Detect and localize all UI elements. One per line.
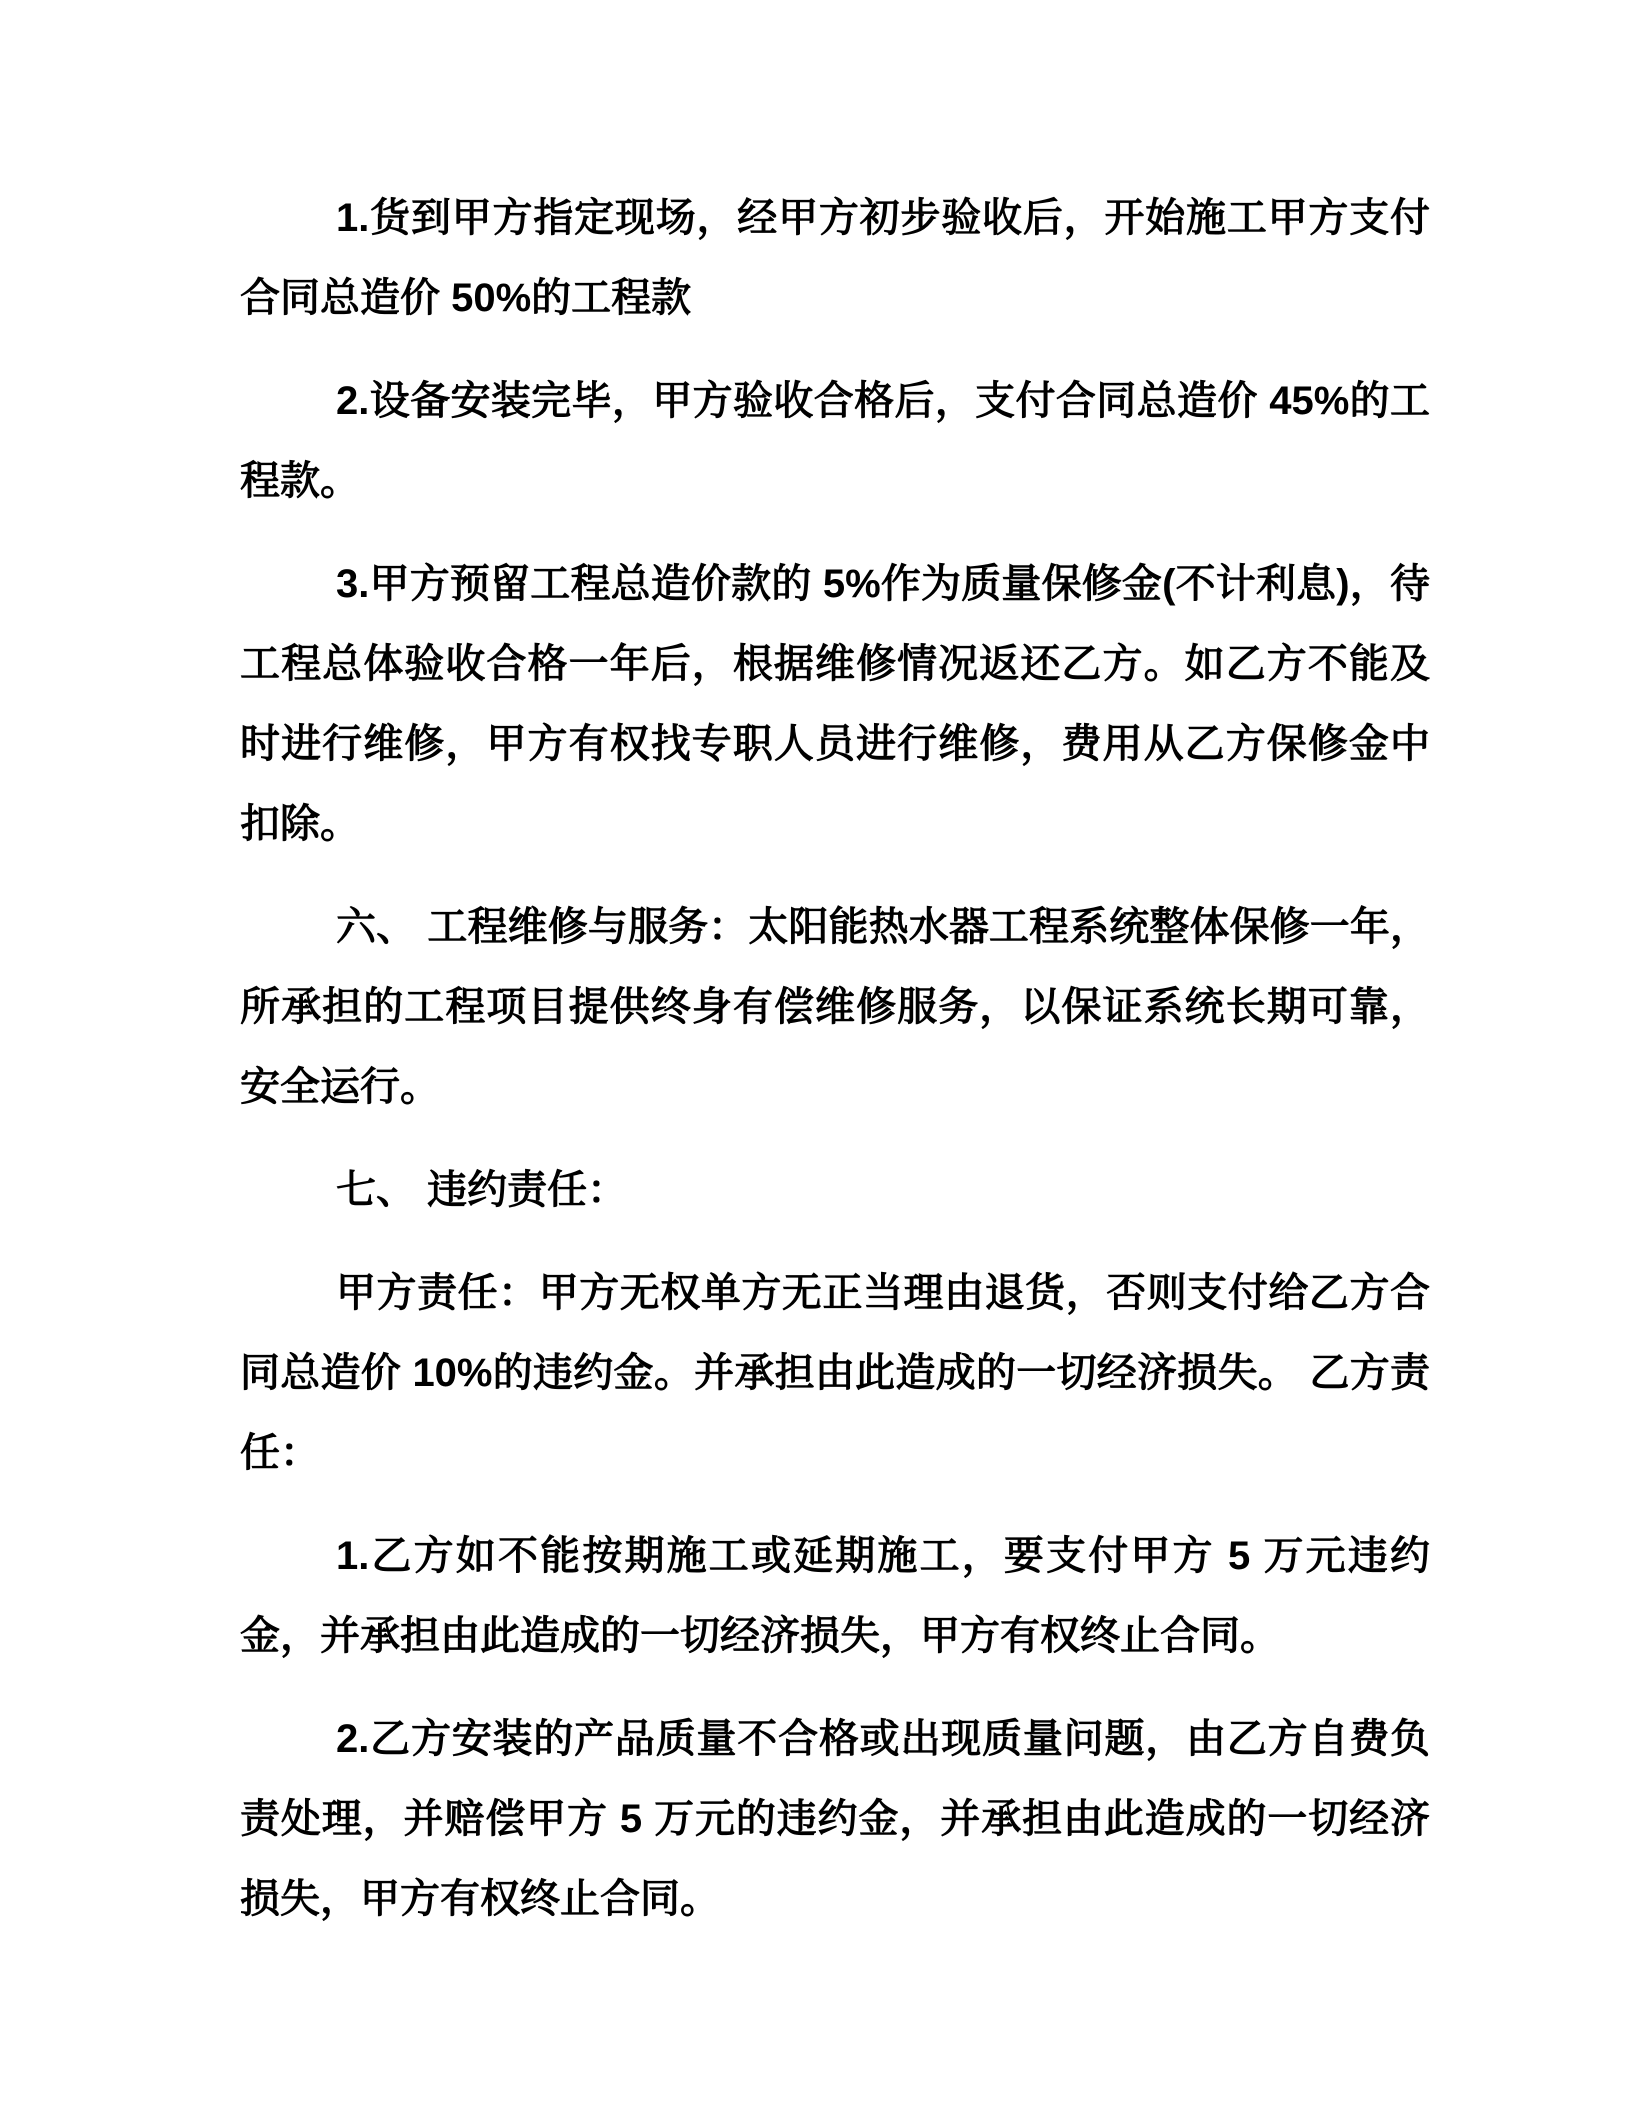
contract-paragraph: 甲方责任：甲方无权单方无正当理由退货，否则支付给乙方合同总造价 10%的违约金。并承担由此造成的一切经济损失。 乙方责任： [240, 1271, 1430, 1475]
contract-paragraph: 2.设备安装完毕，甲方验收合格后，支付合同总造价 45%的工程款。 [240, 379, 1430, 503]
document-content [240, 178, 1430, 1962]
contract-paragraph: 3.甲方预留工程总造价款的 5%作为质量保修金(不计利息)，待工程总体验收合格一年后，根据维修情况返还乙方。如乙方不能及时进行维修，甲方有权找专职人员进行维修，费用从乙方保修金中扣除。 [240, 562, 1430, 846]
contract-paragraph: 六、 工程维修与服务：太阳能热水器工程系统整体保修一年，所承担的工程项目提供终身有偿维修服务，以保证系统长期可靠，安全运行。 [240, 905, 1430, 1109]
contract-paragraph: 1.货到甲方指定现场，经甲方初步验收后，开始施工甲方支付合同总造价 50%的工程款 [240, 196, 1430, 320]
contract-paragraph: 七、 违约责任： [336, 1168, 628, 1212]
contract-paragraph: 2.乙方安装的产品质量不合格或出现质量问题，由乙方自费负责处理，并赔偿甲方 5 万元的违约金，并承担由此造成的一切经济损失，甲方有权终止合同。 [240, 1717, 1430, 1921]
contract-paragraph: 1.乙方如不能按期施工或延期施工，要支付甲方 5 万元违约金，并承担由此造成的一切经济损失，甲方有权终止合同。 [240, 1534, 1430, 1658]
